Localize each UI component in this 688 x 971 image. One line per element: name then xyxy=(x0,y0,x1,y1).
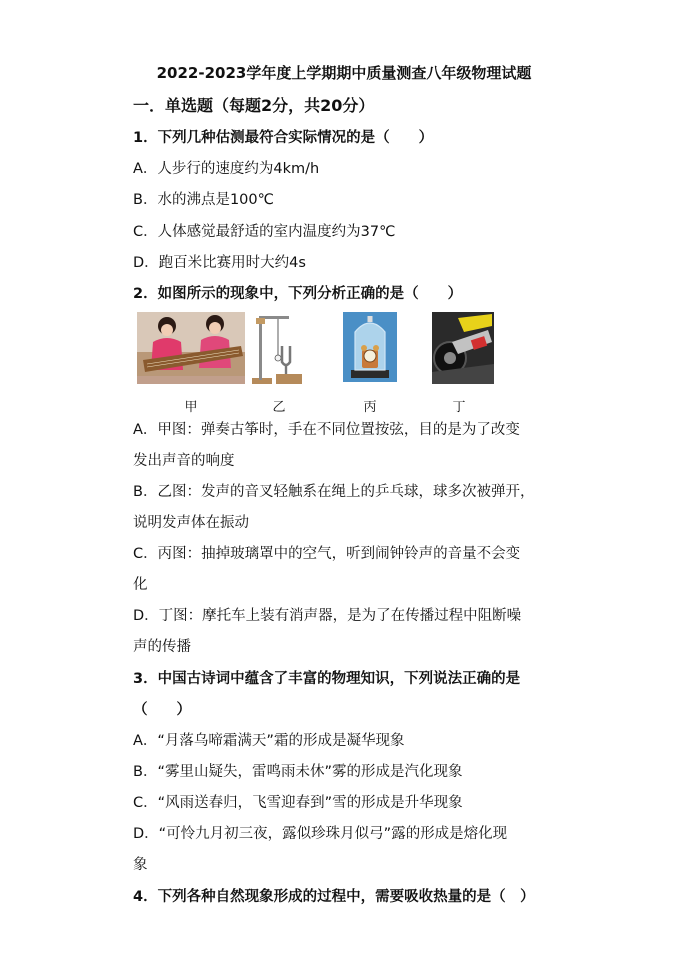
exam-title: 2022-2023学年度上学期期中质量测查八年级物理试题 xyxy=(156,64,532,82)
muffler-image xyxy=(432,312,494,384)
caption-yi: 乙 xyxy=(272,400,286,415)
q2-option-b-line2: 说明发声体在振动 xyxy=(133,515,249,531)
q2-option-c-line2: 化 xyxy=(133,577,148,593)
q1-option-d[interactable]: D．跑百米比赛用时大约4s xyxy=(133,255,306,271)
q2-option-a-line2: 发出声音的响度 xyxy=(133,453,235,469)
bell-jar-image xyxy=(343,312,397,382)
caption-jia: 甲 xyxy=(184,400,198,415)
caption-ding: 丁 xyxy=(452,400,466,415)
q3-option-d-line1[interactable]: D．“可怜九月初三夜，露似珍珠月似弓”露的形成是熔化现 xyxy=(133,826,508,842)
q2-stem: 2．如图所示的现象中，下列分析正确的是（ ） xyxy=(133,286,463,302)
q3-stem-line2: （ ） xyxy=(133,702,191,718)
q3-option-d-line2: 象 xyxy=(133,857,148,873)
q1-option-c[interactable]: C．人体感觉最舒适的室内温度约为37℃ xyxy=(133,224,396,240)
q3-option-b[interactable]: B．“雾里山疑失，雷鸣雨未休”雾的形成是汽化现象 xyxy=(133,764,463,780)
tuning-fork-image xyxy=(248,312,310,388)
q2-option-a-line1[interactable]: A．甲图：弹奏古筝时，手在不同位置按弦，目的是为了改变 xyxy=(133,422,520,438)
q4-stem: 4．下列各种自然现象形成的过程中，需要吸收热量的是（ ） xyxy=(133,889,535,905)
section-heading: 一．单选题（每题2分，共20分） xyxy=(133,96,375,115)
caption-bing: 丙 xyxy=(363,400,377,415)
q1-option-b[interactable]: B．水的沸点是100℃ xyxy=(133,192,274,208)
q3-option-c[interactable]: C．“风雨送春归，飞雪迎春到”雪的形成是升华现象 xyxy=(133,795,463,811)
q2-option-b-line1[interactable]: B．乙图：发声的音叉轻触系在绳上的乒乓球，球多次被弹开， xyxy=(133,484,535,500)
q1-option-a[interactable]: A．人步行的速度约为4km/h xyxy=(133,161,320,177)
q3-option-a[interactable]: A．“月落乌啼霜满天”霜的形成是凝华现象 xyxy=(133,733,405,749)
guzheng-image xyxy=(137,312,245,384)
q1-stem: 1．下列几种估测最符合实际情况的是（ ） xyxy=(133,130,434,146)
q2-option-d-line2: 声的传播 xyxy=(133,639,191,655)
q3-stem-line1: 3．中国古诗词中蕴含了丰富的物理知识，下列说法正确的是 xyxy=(133,671,521,687)
q2-option-c-line1[interactable]: C．丙图：抽掉玻璃罩中的空气，听到闹钟铃声的音量不会变 xyxy=(133,546,521,562)
q2-option-d-line1[interactable]: D．丁图：摩托车上装有消声器，是为了在传播过程中阻断噪 xyxy=(133,608,522,624)
q2-figure-row xyxy=(133,312,553,415)
